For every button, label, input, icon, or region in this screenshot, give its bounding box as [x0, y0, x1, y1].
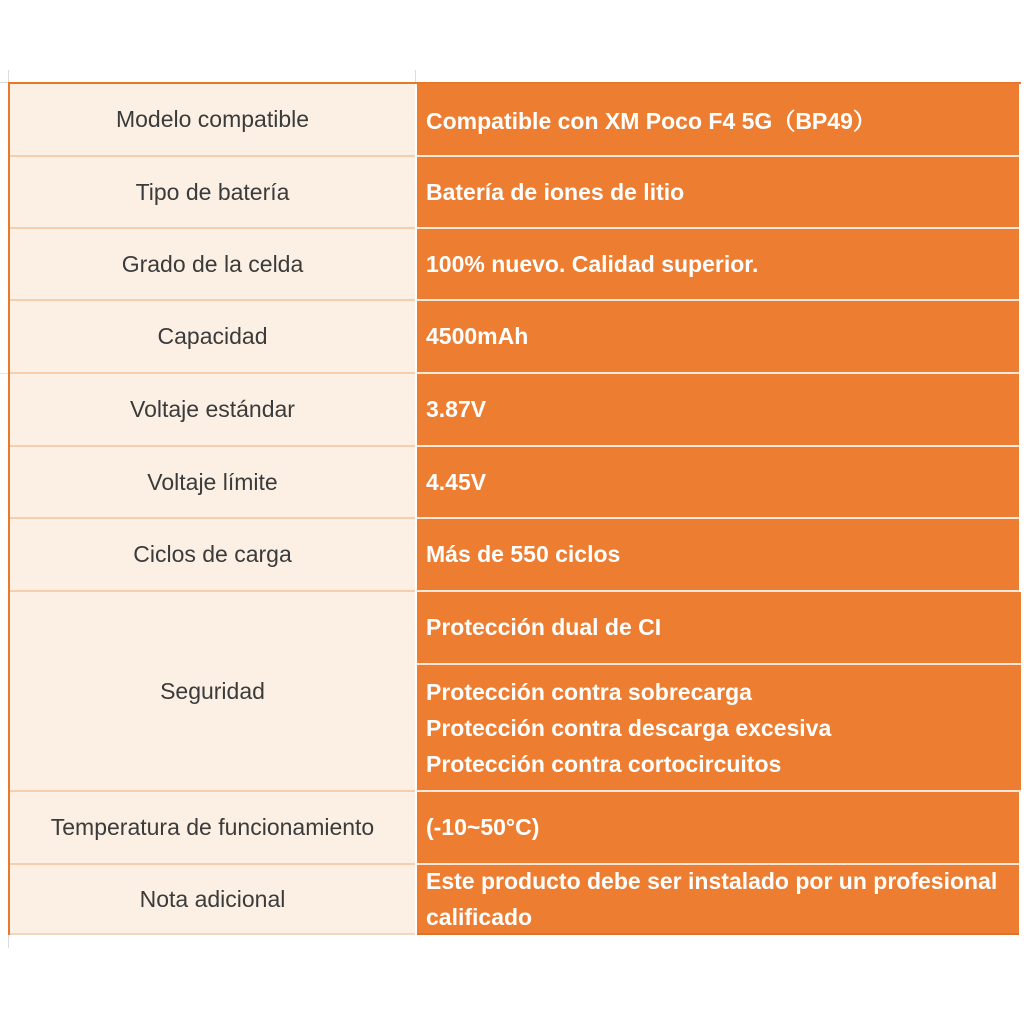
- spec-value-cell: [417, 84, 1019, 157]
- spec-value-cell: [417, 792, 1019, 865]
- spec-value-cell: [417, 157, 1019, 229]
- security-value-stack: [417, 592, 1021, 792]
- table-row-security: [10, 592, 1021, 792]
- spec-value: 3.87V: [426, 396, 487, 422]
- spec-value-cell: [417, 592, 1021, 665]
- spec-value-cell: [417, 447, 1019, 519]
- gridline-stub-mid-left-horizontal: [0, 373, 8, 374]
- spec-label-cell: [10, 447, 415, 519]
- spec-label: Capacidad: [157, 323, 268, 349]
- spec-label: Grado de la celda: [121, 250, 304, 277]
- spec-value-line: Protección contra descarga excesiva: [426, 714, 832, 741]
- spec-value-line: Protección contra sobrecarga: [426, 678, 752, 705]
- spec-label-cell: [10, 229, 415, 301]
- spec-value-cell: [417, 374, 1019, 447]
- spec-label-cell: [10, 592, 415, 792]
- spec-value: Batería de iones de litio: [426, 178, 685, 205]
- spec-label-cell: [10, 84, 415, 157]
- spec-value: Protección dual de CI: [426, 614, 662, 640]
- spec-label: Seguridad: [160, 677, 265, 704]
- spec-label: Tipo de batería: [135, 178, 290, 205]
- table-row: [10, 84, 1021, 157]
- gridline-stub-top-divider-vertical: [415, 70, 416, 82]
- spec-value: 4500mAh: [426, 323, 529, 349]
- spec-value-cell: [417, 229, 1019, 301]
- spec-label-cell: [10, 374, 415, 447]
- table-row: [10, 301, 1021, 374]
- gridline-stub-left-horizontal: [0, 82, 8, 83]
- table-row: [10, 792, 1021, 865]
- spec-value: Más de 550 ciclos: [426, 541, 621, 567]
- table-row: [10, 157, 1021, 229]
- spec-label-cell: [10, 792, 415, 865]
- spec-value-cell: [417, 301, 1019, 374]
- spec-table: [8, 82, 1021, 935]
- table-row: [10, 447, 1021, 519]
- spec-value: 100% nuevo. Calidad superior.: [426, 250, 759, 277]
- spec-value: Compatible con XM Poco F4 5G（BP49）: [426, 108, 876, 134]
- table-row: [10, 519, 1021, 592]
- spec-label-cell: [10, 301, 415, 374]
- spec-value-cell: [417, 865, 1019, 935]
- table-row: [10, 865, 1021, 935]
- spec-label: Ciclos de carga: [133, 541, 292, 567]
- spec-label: Modelo compatible: [115, 106, 310, 132]
- spec-label-cell: [10, 157, 415, 229]
- spec-value-line: Protección contra cortocircuitos: [426, 750, 782, 777]
- spec-value: 4.45V: [426, 468, 487, 495]
- table-row: [10, 374, 1021, 447]
- spec-value-line: calificado: [426, 904, 533, 930]
- spec-value-line: Este producto debe ser instalado por un profesional: [426, 868, 998, 894]
- table-row: [10, 229, 1021, 301]
- spec-label-cell: [10, 519, 415, 592]
- spec-label: Temperatura de funcionamiento: [50, 814, 375, 840]
- spec-label: Nota adicional: [139, 885, 286, 912]
- spec-label: Voltaje estándar: [130, 396, 295, 422]
- gridline-stub-top-left-vertical: [8, 70, 9, 82]
- gridline-stub-bottom-left-vertical: [8, 935, 9, 948]
- spec-value: (-10~50°C): [426, 814, 540, 840]
- spec-value-cell: [417, 665, 1021, 792]
- spec-value-cell: [417, 519, 1019, 592]
- spec-label-cell: [10, 865, 415, 935]
- spec-label: Voltaje límite: [147, 468, 278, 495]
